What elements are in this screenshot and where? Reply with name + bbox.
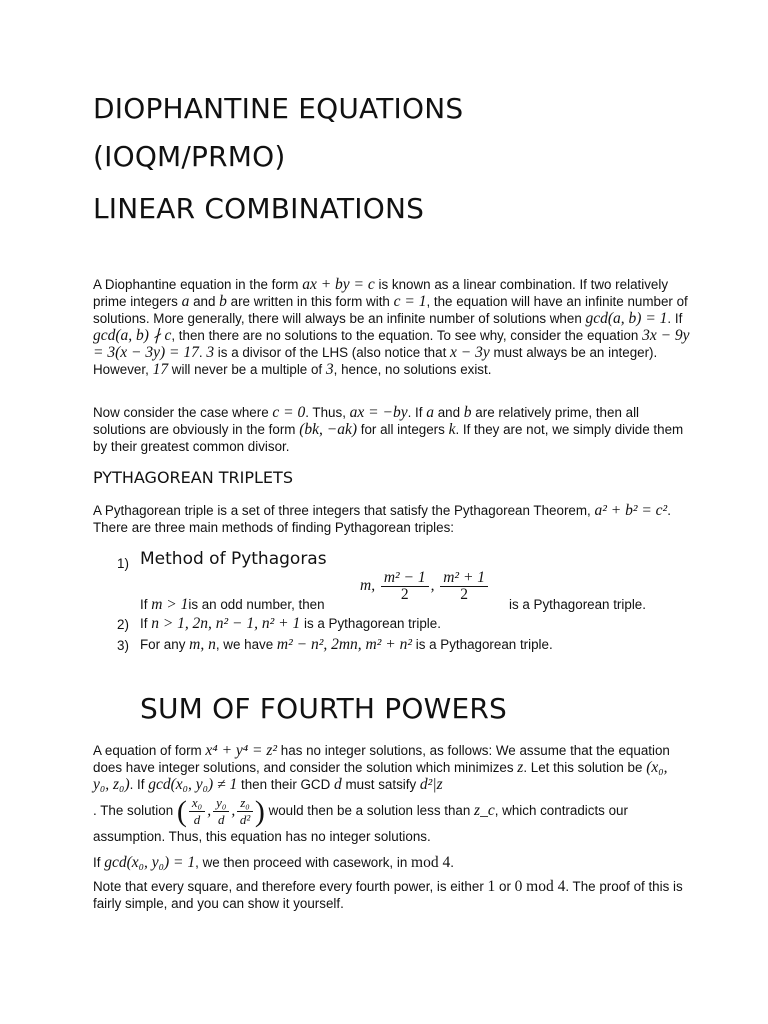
math-linear-form: ax + by = c	[302, 276, 375, 293]
fraction-numerator: y₀	[213, 795, 229, 812]
text: If	[140, 616, 148, 631]
fraction-numerator: z₀	[237, 795, 253, 812]
text: then their GCD	[240, 777, 331, 792]
text: A Diophantine equation in the form	[93, 277, 299, 292]
math-comma: ,	[430, 577, 435, 595]
fraction-z0-over-d2	[237, 795, 253, 828]
text: A Pythagorean triple is a set of three integers that satisfy the Pythagorean Theorem,	[93, 503, 591, 518]
math-var-z: z	[517, 759, 524, 776]
fraction-numerator: m² + 1	[440, 570, 488, 587]
text: Now consider the case where	[93, 405, 269, 420]
math-x-minus-3y: x − 3y	[450, 344, 490, 361]
fourth-paragraph-3	[93, 854, 693, 871]
fraction-denominator: d	[193, 812, 201, 827]
math-solution-form: (bk, −ak)	[299, 421, 357, 438]
text: . The proof of this is fairly simple, and you can show it yourself.	[93, 879, 683, 911]
text: must always be an integer). However,	[93, 345, 658, 377]
math-var-d: d	[334, 776, 342, 793]
math-var-b: b	[463, 404, 472, 421]
text: , which contradicts our assumption. Thus, this equation has no integer solutions.	[93, 803, 628, 844]
left-paren: (	[176, 795, 187, 828]
fraction-denominator: 2	[400, 586, 409, 603]
math-z-c: z_c	[474, 802, 495, 820]
text: is known as a linear combination. If two relatively prime integers	[93, 277, 669, 309]
math-var-b: b	[219, 293, 227, 310]
text: or	[499, 879, 511, 894]
text: will never be a multiple of	[171, 362, 323, 377]
text: would then be a solution less than	[268, 803, 471, 819]
math-solution-tuple: (x₀, y₀, z₀)	[93, 759, 668, 793]
math-mod-4: mod 4	[411, 854, 451, 871]
text: is an odd number, then	[188, 597, 325, 612]
math-gcd-equals-1: gcd(a, b) = 1	[585, 310, 668, 327]
text: A equation of form	[93, 743, 202, 758]
math-c-equals-0: c = 0	[272, 404, 306, 421]
list-item-1-end: is a Pythagorean triple.	[509, 597, 646, 612]
text: . If	[407, 405, 423, 420]
math-mod-4: mod 4	[526, 878, 566, 895]
fourth-paragraph-2: . The solution ( $\frac{\text{x₀}}{d}$ , $\frac{\text{y₀}}{d}$ , $\frac{\text{z₀}}{\text{d²}}$ ) would then be a solution less than z_c, which contradicts our assumption. Thus, this equation has no integer solutions.	[93, 795, 628, 844]
text: , hence, no solutions exist.	[333, 362, 492, 377]
list-number-1: 1)	[117, 556, 129, 571]
text: and	[437, 405, 461, 420]
fraction-m2-plus-1	[440, 570, 488, 603]
fraction-x0-over-d	[189, 795, 205, 828]
math-m-greater-1: m > 1	[151, 596, 189, 613]
math-three: 3	[206, 344, 215, 361]
text: has no integer solutions, as follows: We assume that the equation does have integer solutions, and consider the solution which minimizes	[93, 743, 670, 775]
text: , we have	[215, 637, 274, 652]
math-triple-n: 2n, n² − 1, n² + 1	[192, 615, 301, 632]
section-heading-pythagorean: PYTHAGOREAN TRIPLETS	[93, 468, 293, 487]
math-zero: 0	[514, 878, 523, 895]
pythagoras-formula	[360, 570, 490, 603]
text: , we then proceed with casework, in	[195, 855, 408, 870]
text: is a Pythagorean triple.	[415, 637, 553, 652]
math-example-equation: 3x − 9y = 3(x − 3y) = 17	[93, 327, 690, 361]
fraction-denominator: 2	[460, 586, 469, 603]
text: . If	[129, 777, 145, 792]
list-item-2	[140, 615, 441, 632]
math-triple-mn: m² − n², 2mn, m² + n²	[276, 636, 412, 653]
text: . If	[667, 311, 683, 326]
fourth-paragraph-1	[93, 742, 683, 793]
text: must satsify	[345, 777, 417, 792]
title-line-1: DIOPHANTINE EQUATIONS	[93, 92, 464, 125]
text: for all integers	[360, 422, 445, 437]
math-m: m,	[360, 577, 376, 595]
method-of-pythagoras-title: Method of Pythagoras	[140, 549, 327, 569]
math-gcd-not-divides: gcd(a, b) ∤ c	[93, 327, 172, 344]
pythagorean-intro	[93, 502, 693, 536]
math-three: 3	[325, 361, 334, 378]
fraction-numerator: x₀	[189, 795, 205, 812]
text: is a divisor of the LHS (also notice that	[217, 345, 447, 360]
text: are relatively prime, then all solutions are obviously in the form	[93, 405, 640, 437]
text: . The solution	[93, 803, 174, 819]
text: .	[450, 855, 454, 870]
title-line-2: (IOQM/PRMO)	[93, 140, 286, 173]
fourth-paragraph-4	[93, 878, 693, 912]
section-heading-fourth-powers: SUM OF FOURTH POWERS	[140, 692, 508, 725]
text: . If they are not, we simply divide them by their greatest common divisor.	[93, 422, 684, 454]
math-gcd-equals-1: gcd(x₀, y₀) = 1	[104, 854, 196, 871]
list-item-1-line	[140, 596, 325, 613]
text: . There are three main methods of finding Pythagorean triples:	[93, 503, 671, 535]
section-heading-linear: LINEAR COMBINATIONS	[93, 192, 425, 225]
fraction-denominator: d	[217, 812, 225, 827]
fraction-numerator: m² − 1	[381, 570, 429, 587]
text: .	[198, 345, 203, 360]
linear-paragraph-2	[93, 404, 693, 455]
fraction-m2-minus-1	[381, 570, 429, 603]
math-ax-equals-minus-by: ax = −by	[349, 404, 408, 421]
linear-paragraph-1	[93, 276, 693, 378]
math-n-greater-1: n > 1,	[151, 615, 189, 632]
text: If	[140, 597, 148, 612]
text: . Thus,	[305, 405, 346, 420]
text: is a Pythagorean triple.	[303, 616, 441, 631]
list-number-2: 2)	[117, 617, 129, 632]
math-gcd-not-1: gcd(x₀, y₀) ≠ 1	[148, 776, 238, 793]
text: . Let this solution be	[523, 760, 643, 775]
list-number-3: 3)	[117, 638, 129, 653]
math-pythagorean-theorem: a² + b² = c²	[594, 502, 668, 519]
math-m-n: m, n	[189, 636, 216, 653]
math-d-squared-divides-z: d²|z	[419, 776, 443, 793]
fraction-denominator: d²	[239, 812, 251, 827]
text: , then there are no solutions to the equation. To see why, consider the equation	[171, 328, 639, 343]
text: are written in this form with	[230, 294, 390, 309]
fraction-y0-over-d	[213, 795, 229, 828]
math-var-k: k	[448, 421, 456, 438]
math-c-equals-1: c = 1	[393, 293, 427, 310]
text: Note that every square, and therefore every fourth power, is either	[93, 879, 484, 894]
math-var-a: a	[181, 293, 190, 310]
right-paren: )	[254, 795, 265, 828]
math-one: 1	[487, 878, 496, 895]
math-var-a: a	[426, 404, 434, 421]
list-item-3	[140, 636, 553, 653]
text: , the equation will have an infinite number of solutions. More generally, there will always be an infinite number of solutions when	[93, 294, 688, 326]
math-fourth-power-equation: x⁴ + y⁴ = z²	[205, 742, 278, 759]
math-seventeen: 17	[152, 361, 169, 378]
text: and	[193, 294, 216, 309]
text: If	[93, 855, 101, 870]
text: For any	[140, 637, 186, 652]
